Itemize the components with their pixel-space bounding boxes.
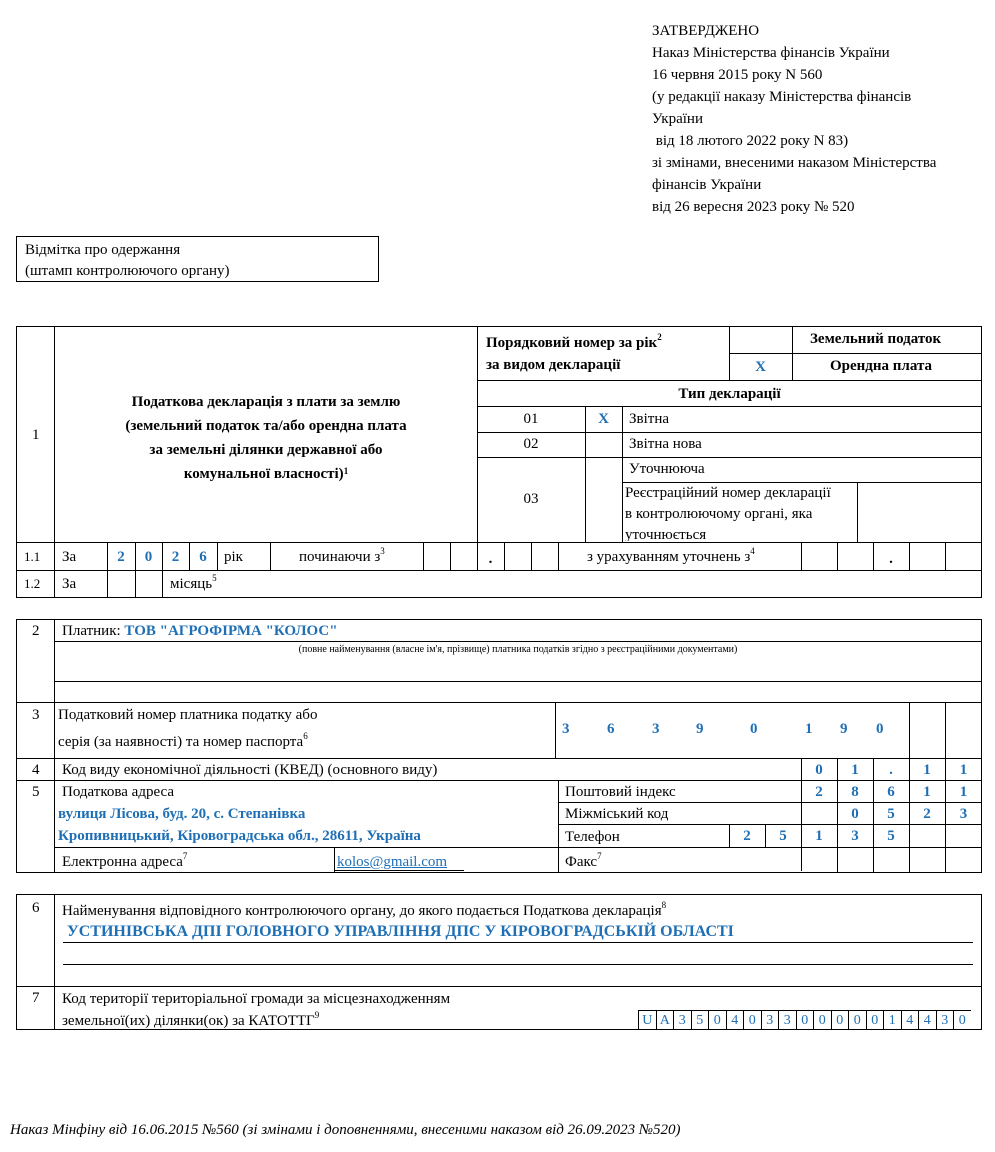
year-digit: 2	[171, 549, 180, 565]
footer-note: Наказ Мінфіну від 16.06.2015 №560 (зі змінами і доповненнями, внесеними наказом від 26.09.2023 №520)	[10, 1122, 681, 1138]
phone-digit: 5	[779, 828, 787, 844]
rent-label: Орендна плата	[830, 358, 933, 374]
postal-digit: 1	[959, 784, 968, 800]
section-1-number: 1	[32, 427, 40, 443]
tax-number-label-2: серія (за наявності) та номер паспорта$^6$	[58, 731, 308, 750]
reg-number-label	[625, 483, 857, 541]
katottg-char: 3	[778, 1011, 796, 1030]
katottg-code	[638, 1010, 971, 1030]
intercity-digit: 5	[887, 806, 895, 822]
katottg-label-1: Код території територіальної громади за місцезнаходженням	[62, 991, 451, 1007]
katottg-char: 4	[726, 1011, 744, 1030]
intercity-digit: 3	[959, 806, 968, 822]
section-6-number: 6	[32, 900, 40, 916]
kved-digit: 1	[923, 762, 931, 778]
section-4-number: 4	[32, 762, 40, 778]
katottg-char: 0	[743, 1011, 761, 1030]
katottg-char: 0	[813, 1011, 831, 1030]
approval-line: (у редакції наказу Міністерства фінансів	[652, 89, 912, 105]
postal-label: Поштовий індекс	[565, 784, 676, 800]
tax-number-digit: 0	[876, 721, 884, 737]
declaration-title	[56, 390, 476, 486]
date-dot-2: .	[889, 551, 893, 567]
receipt-line-2: (штамп контролюючого органу)	[25, 263, 230, 279]
type-mark-01: X	[598, 411, 609, 427]
reg-line: в контролюючому органі, яка	[625, 506, 813, 522]
tax-number-digit: 0	[750, 721, 758, 737]
section-3-number: 3	[32, 707, 40, 723]
authority-value: УСТИНІВСЬКА ДПІ ГОЛОВНОГО УПРАВЛІННЯ ДПС У КІРОВОГРАДСЬКІЙ ОБЛАСТІ	[67, 923, 734, 940]
seq-number-label: Порядковий номер за рік$^2$	[486, 332, 662, 351]
katottg-label-2: земельної(их) ділянки(ок) за КАТОТТГ$^9$	[62, 1010, 320, 1029]
payer-label: Платник: ТОВ "АГРОФІРМА "КОЛОС"	[62, 623, 338, 639]
katottg-char: A	[656, 1011, 674, 1030]
year-digit: 0	[144, 549, 153, 565]
year-digit: 6	[199, 549, 207, 565]
approval-block	[652, 20, 987, 218]
payer-hint: (повне найменування (власне ім'я, прізвище) платника податків згідно з реєстраційними документами)	[298, 644, 738, 655]
postal-digit: 1	[923, 784, 931, 800]
katottg-char: 4	[901, 1011, 919, 1030]
phone-digit: 5	[887, 828, 895, 844]
approval-line: від 26 вересня 2023 року № 520	[652, 199, 855, 215]
reg-line: Реєстраційний номер декларації	[625, 485, 831, 501]
section-2-number: 2	[32, 623, 40, 639]
phone-digit: 1	[815, 828, 823, 844]
approval-line: ЗАТВЕРДЖЕНО	[652, 23, 760, 39]
type-label-03: Уточнююча	[629, 461, 705, 477]
intercity-label: Міжміський код	[565, 806, 669, 822]
tax-number-digit: 9	[840, 721, 848, 737]
phone-label: Телефон	[565, 829, 620, 845]
payer-name: ТОВ "АГРОФІРМА "КОЛОС"	[124, 623, 338, 639]
clarifications-label: з урахуванням уточнень $з^4$	[587, 546, 755, 565]
kved-digit: .	[889, 762, 893, 778]
reg-line: уточнюється	[625, 527, 707, 541]
kved-digit: 1	[959, 762, 968, 778]
phone-digit: 3	[851, 828, 859, 844]
katottg-char: 5	[691, 1011, 709, 1030]
katottg-char: 1	[883, 1011, 901, 1030]
tax-number-digit: 6	[607, 721, 615, 737]
email-label: Електронна адреса$^7$	[62, 851, 188, 870]
type-code-03: 03	[523, 491, 539, 507]
rent-mark: X	[755, 359, 766, 375]
row-1-2-za: За	[62, 576, 77, 592]
type-code-01: 01	[523, 411, 539, 427]
title-line: (земельний податок та/або орендна плата	[125, 418, 407, 434]
intercity-digit: 2	[923, 806, 931, 822]
receipt-line-1: Відмітка про одержання	[25, 242, 181, 258]
section-7-number: 7	[32, 990, 40, 1006]
phone-digit: 2	[743, 828, 751, 844]
declaration-type-header: Тип декларації	[678, 386, 781, 402]
approval-line: від 18 лютого 2022 року N 83)	[652, 133, 849, 149]
approval-line: Наказ Міністерства фінансів України	[652, 45, 890, 61]
katottg-char: 0	[708, 1011, 726, 1030]
seq-number-label-2: за видом декларації	[486, 357, 621, 373]
katottg-char: 0	[796, 1011, 814, 1030]
row-1-2-number: 1.2	[24, 576, 41, 591]
month-label: місяць$^5$	[170, 573, 217, 592]
type-label-01: Звітна	[629, 411, 670, 427]
tax-number-digit: 9	[696, 721, 704, 737]
kved-digit: 0	[815, 762, 823, 778]
email-link[interactable]: kolos@gmail.com	[337, 854, 448, 870]
tax-address-label: Податкова адреса	[62, 784, 174, 800]
year-label: рік	[224, 549, 243, 565]
intercity-digit: 0	[851, 806, 859, 822]
katottg-char: 0	[953, 1011, 971, 1030]
kved-digit: 1	[851, 762, 859, 778]
approval-line: фінансів України	[652, 177, 762, 193]
title-line: за земельні ділянки державної або	[149, 442, 383, 458]
title-line: Податкова декларація з плати за землю	[131, 394, 401, 410]
section-5-number: 5	[32, 784, 40, 800]
katottg-char: U	[638, 1011, 656, 1030]
postal-digit: 6	[887, 784, 895, 800]
type-label-02: Звітна нова	[629, 436, 702, 452]
kved-label: Код виду економічної діяльності (КВЕД) (основного виду)	[62, 762, 438, 778]
row-1-1-number: 1.1	[24, 549, 41, 564]
katottg-char: 0	[831, 1011, 849, 1030]
address-line-2: Кропивницький, Кіровоградська обл., 28611, Україна	[58, 828, 421, 844]
tax-number-digit: 1	[805, 721, 813, 737]
address-line-1: вулиця Лісова, буд. 20, с. Степанівка	[58, 806, 306, 822]
fax-label: Факс$^7$	[565, 851, 602, 870]
katottg-char: 4	[918, 1011, 936, 1030]
katottg-char: 3	[936, 1011, 954, 1030]
year-digit: 2	[117, 549, 125, 565]
approval-line: України	[652, 111, 703, 127]
tax-number-digit: 3	[652, 721, 660, 737]
land-tax-label: Земельний податок	[810, 331, 942, 347]
type-code-02: 02	[523, 436, 539, 452]
katottg-char: 0	[848, 1011, 866, 1030]
title-line: комунальної власності)$^1$	[183, 466, 349, 482]
katottg-char: 3	[673, 1011, 691, 1030]
receipt-stamp-box	[16, 236, 379, 282]
postal-digit: 2	[815, 784, 823, 800]
katottg-char: 3	[761, 1011, 779, 1030]
tax-number-label-1: Податковий номер платника податку або	[58, 707, 318, 723]
row-1-1-za: За	[62, 549, 77, 565]
approval-line: 16 червня 2015 року N 560	[652, 67, 823, 83]
postal-digit: 8	[851, 784, 859, 800]
starting-from-label: починаючи $з^3$	[299, 546, 385, 565]
authority-label: Найменування відповідного контролюючого органу, до якого подається Податкова декларація$^8$	[62, 900, 667, 919]
katottg-char: 0	[866, 1011, 884, 1030]
approval-line: зі змінами, внесеними наказом Міністерства	[652, 155, 937, 171]
tax-number-digit: 3	[562, 721, 570, 737]
date-dot: .	[488, 551, 493, 567]
